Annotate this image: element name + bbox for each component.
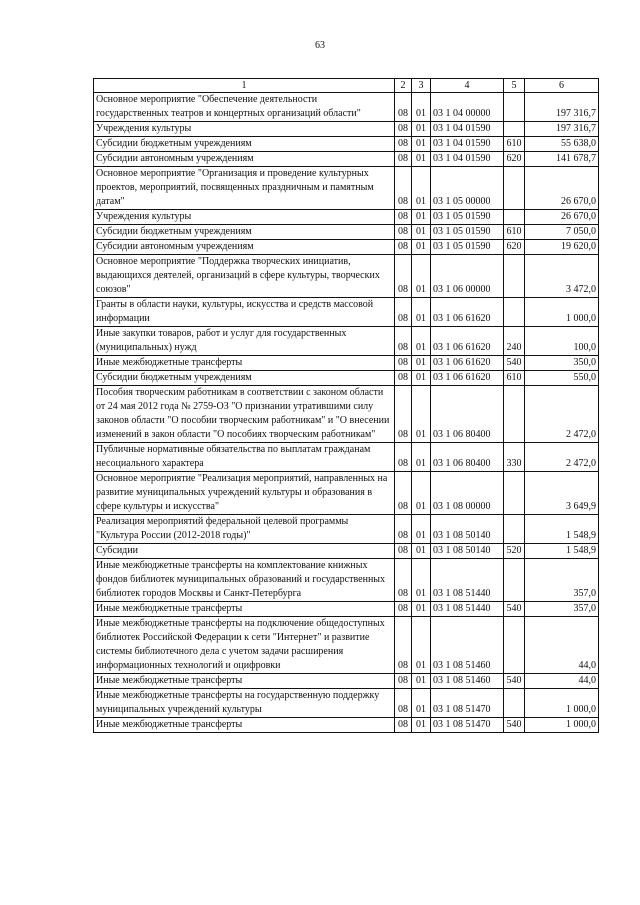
header-cell: 3 (412, 79, 431, 93)
expense-name-cell: Гранты в области науки, культуры, искусства и средств массовой информации (94, 298, 395, 327)
expense-name-cell: Субсидии (94, 544, 395, 559)
section-code-cell: 08 (395, 225, 412, 240)
subsection-code-cell: 01 (412, 167, 431, 210)
amount-cell: 1 000,0 (525, 718, 599, 733)
amount-cell: 26 670,0 (525, 210, 599, 225)
expense-type-cell (504, 559, 525, 602)
section-code-cell: 08 (395, 255, 412, 298)
table-row (94, 718, 599, 733)
subsection-code-cell: 01 (412, 93, 431, 122)
table-row (94, 255, 599, 298)
section-code-cell: 08 (395, 298, 412, 327)
header-cell: 1 (94, 79, 395, 93)
target-article-cell: 03 1 04 01590 (431, 137, 504, 152)
table-row (94, 210, 599, 225)
expense-name-cell: Субсидии бюджетным учреждениям (94, 137, 395, 152)
table-row (94, 472, 599, 515)
target-article-cell: 03 1 06 61620 (431, 327, 504, 356)
section-code-cell: 08 (395, 122, 412, 137)
subsection-code-cell: 01 (412, 689, 431, 718)
expense-type-cell (504, 210, 525, 225)
subsection-code-cell: 01 (412, 472, 431, 515)
target-article-cell: 03 1 04 01590 (431, 152, 504, 167)
subsection-code-cell: 01 (412, 137, 431, 152)
subsection-code-cell: 01 (412, 544, 431, 559)
amount-cell: 1 000,0 (525, 298, 599, 327)
expense-name-cell: Субсидии автономным учреждениям (94, 240, 395, 255)
subsection-code-cell: 01 (412, 617, 431, 674)
amount-cell: 3 472,0 (525, 255, 599, 298)
header-cell: 5 (504, 79, 525, 93)
target-article-cell: 03 1 04 01590 (431, 122, 504, 137)
subsection-code-cell: 01 (412, 240, 431, 255)
table-header-row (94, 79, 599, 93)
expense-name-cell: Иные закупки товаров, работ и услуг для государственных (муниципальных) нужд (94, 327, 395, 356)
target-article-cell: 03 1 08 50140 (431, 515, 504, 544)
target-article-cell: 03 1 06 80400 (431, 386, 504, 443)
expense-name-cell: Публичные нормативные обязательства по выплатам гражданам несоциального характера (94, 443, 395, 472)
subsection-code-cell: 01 (412, 515, 431, 544)
section-code-cell: 08 (395, 602, 412, 617)
amount-cell: 44,0 (525, 674, 599, 689)
amount-cell: 357,0 (525, 559, 599, 602)
amount-cell: 1 548,9 (525, 544, 599, 559)
subsection-code-cell: 01 (412, 152, 431, 167)
target-article-cell: 03 1 05 01590 (431, 240, 504, 255)
expense-name-cell: Иные межбюджетные трансферты на подключение общедоступных библиотек Российской Федерации к сети "Интернет" и развитие системы библиотечного дела с учетом задачи расширения информационных технологий и оцифровки (94, 617, 395, 674)
table-row (94, 386, 599, 443)
target-article-cell: 03 1 06 61620 (431, 356, 504, 371)
expense-type-cell (504, 298, 525, 327)
section-code-cell: 08 (395, 559, 412, 602)
subsection-code-cell: 01 (412, 298, 431, 327)
table-row (94, 152, 599, 167)
amount-cell: 19 620,0 (525, 240, 599, 255)
subsection-code-cell: 01 (412, 371, 431, 386)
expense-name-cell: Пособия творческим работникам в соответствии с законом области от 24 мая 2012 года № 2759-ОЗ "О признании утратившими силу законов области "О пособии творческим работникам" и "О внесении изменений в закон области "О пособиях творческим работникам" (94, 386, 395, 443)
subsection-code-cell: 01 (412, 602, 431, 617)
section-code-cell: 08 (395, 371, 412, 386)
section-code-cell: 08 (395, 674, 412, 689)
target-article-cell: 03 1 08 50140 (431, 544, 504, 559)
table-row (94, 93, 599, 122)
target-article-cell: 03 1 08 00000 (431, 472, 504, 515)
subsection-code-cell: 01 (412, 255, 431, 298)
target-article-cell: 03 1 05 01590 (431, 210, 504, 225)
table-row (94, 298, 599, 327)
target-article-cell: 03 1 06 61620 (431, 371, 504, 386)
table-row (94, 602, 599, 617)
expense-type-cell (504, 255, 525, 298)
table-row (94, 443, 599, 472)
expense-type-cell (504, 472, 525, 515)
expense-type-cell (504, 93, 525, 122)
expense-type-cell: 520 (504, 544, 525, 559)
target-article-cell: 03 1 06 00000 (431, 255, 504, 298)
section-code-cell: 08 (395, 443, 412, 472)
amount-cell: 357,0 (525, 602, 599, 617)
expense-name-cell: Иные межбюджетные трансферты на комплектование книжных фондов библиотек муниципальных образований и государственных библиотек городов Москвы и Санкт-Петербурга (94, 559, 395, 602)
amount-cell: 7 050,0 (525, 225, 599, 240)
amount-cell: 44,0 (525, 617, 599, 674)
subsection-code-cell: 01 (412, 443, 431, 472)
target-article-cell: 03 1 08 51470 (431, 718, 504, 733)
target-article-cell: 03 1 08 51460 (431, 674, 504, 689)
section-code-cell: 08 (395, 327, 412, 356)
amount-cell: 3 649,9 (525, 472, 599, 515)
expense-name-cell: Субсидии автономным учреждениям (94, 152, 395, 167)
table-row (94, 371, 599, 386)
section-code-cell: 08 (395, 356, 412, 371)
expense-name-cell: Иные межбюджетные трансферты на государственную поддержку муниципальных учреждений культуры (94, 689, 395, 718)
target-article-cell: 03 1 08 51470 (431, 689, 504, 718)
expense-type-cell: 540 (504, 674, 525, 689)
table-row (94, 674, 599, 689)
subsection-code-cell: 01 (412, 718, 431, 733)
section-code-cell: 08 (395, 515, 412, 544)
section-code-cell: 08 (395, 544, 412, 559)
amount-cell: 2 472,0 (525, 386, 599, 443)
table-row (94, 240, 599, 255)
section-code-cell: 08 (395, 240, 412, 255)
expense-name-cell: Иные межбюджетные трансферты (94, 718, 395, 733)
page-number: 63 (315, 40, 325, 51)
table-body (94, 93, 599, 733)
expense-type-cell (504, 386, 525, 443)
amount-cell: 550,0 (525, 371, 599, 386)
expense-type-cell: 540 (504, 718, 525, 733)
table-row (94, 225, 599, 240)
amount-cell: 100,0 (525, 327, 599, 356)
table-row (94, 137, 599, 152)
expense-name-cell: Иные межбюджетные трансферты (94, 356, 395, 371)
section-code-cell: 08 (395, 617, 412, 674)
subsection-code-cell: 01 (412, 327, 431, 356)
expense-type-cell (504, 689, 525, 718)
subsection-code-cell: 01 (412, 122, 431, 137)
expense-name-cell: Основное мероприятие "Организация и проведение культурных проектов, мероприятий, посвященных праздничным и памятным датам" (94, 167, 395, 210)
section-code-cell: 08 (395, 137, 412, 152)
target-article-cell: 03 1 05 01590 (431, 225, 504, 240)
expense-name-cell: Иные межбюджетные трансферты (94, 602, 395, 617)
expense-name-cell: Основное мероприятие "Поддержка творческих инициатив, выдающихся деятелей, организаций в сфере культуры, творческих союзов" (94, 255, 395, 298)
amount-cell: 197 316,7 (525, 122, 599, 137)
table-row (94, 356, 599, 371)
section-code-cell: 08 (395, 718, 412, 733)
target-article-cell: 03 1 08 51440 (431, 559, 504, 602)
expense-type-cell (504, 167, 525, 210)
header-cell: 2 (395, 79, 412, 93)
header-cell: 4 (431, 79, 504, 93)
subsection-code-cell: 01 (412, 210, 431, 225)
expense-name-cell: Основное мероприятие "Обеспечение деятельности государственных театров и концертных организаций области" (94, 93, 395, 122)
amount-cell: 1 000,0 (525, 689, 599, 718)
table-row (94, 617, 599, 674)
section-code-cell: 08 (395, 167, 412, 210)
table-row (94, 327, 599, 356)
expense-name-cell: Основное мероприятие "Реализация мероприятий, направленных на развитие муниципальных учреждений культуры и образования в сфере культуры и искусства" (94, 472, 395, 515)
expense-name-cell: Субсидии бюджетным учреждениям (94, 371, 395, 386)
amount-cell: 55 638,0 (525, 137, 599, 152)
expense-name-cell: Реализация мероприятий федеральной целевой программы "Культура России (2012-2018 годы)" (94, 515, 395, 544)
section-code-cell: 08 (395, 689, 412, 718)
section-code-cell: 08 (395, 152, 412, 167)
target-article-cell: 03 1 06 80400 (431, 443, 504, 472)
expense-type-cell: 620 (504, 240, 525, 255)
table-row (94, 689, 599, 718)
target-article-cell: 03 1 08 51440 (431, 602, 504, 617)
expense-type-cell: 540 (504, 602, 525, 617)
expense-type-cell: 240 (504, 327, 525, 356)
subsection-code-cell: 01 (412, 674, 431, 689)
expense-type-cell (504, 515, 525, 544)
expense-type-cell: 610 (504, 225, 525, 240)
target-article-cell: 03 1 06 61620 (431, 298, 504, 327)
amount-cell: 197 316,7 (525, 93, 599, 122)
expense-type-cell: 620 (504, 152, 525, 167)
expense-name-cell: Иные межбюджетные трансферты (94, 674, 395, 689)
expense-name-cell: Учреждения культуры (94, 122, 395, 137)
expense-type-cell: 610 (504, 137, 525, 152)
expense-name-cell: Учреждения культуры (94, 210, 395, 225)
target-article-cell: 03 1 05 00000 (431, 167, 504, 210)
target-article-cell: 03 1 04 00000 (431, 93, 504, 122)
table-row (94, 167, 599, 210)
amount-cell: 141 678,7 (525, 152, 599, 167)
table-row (94, 515, 599, 544)
amount-cell: 2 472,0 (525, 443, 599, 472)
table-row (94, 559, 599, 602)
section-code-cell: 08 (395, 93, 412, 122)
budget-table (93, 78, 599, 733)
expense-type-cell (504, 617, 525, 674)
table-row (94, 122, 599, 137)
expense-type-cell: 330 (504, 443, 525, 472)
expense-type-cell: 540 (504, 356, 525, 371)
subsection-code-cell: 01 (412, 356, 431, 371)
amount-cell: 350,0 (525, 356, 599, 371)
target-article-cell: 03 1 08 51460 (431, 617, 504, 674)
expense-name-cell: Субсидии бюджетным учреждениям (94, 225, 395, 240)
amount-cell: 26 670,0 (525, 167, 599, 210)
section-code-cell: 08 (395, 386, 412, 443)
subsection-code-cell: 01 (412, 386, 431, 443)
subsection-code-cell: 01 (412, 559, 431, 602)
subsection-code-cell: 01 (412, 225, 431, 240)
expense-type-cell (504, 122, 525, 137)
expense-type-cell: 610 (504, 371, 525, 386)
table-row (94, 544, 599, 559)
amount-cell: 1 548,9 (525, 515, 599, 544)
header-cell: 6 (525, 79, 599, 93)
section-code-cell: 08 (395, 210, 412, 225)
section-code-cell: 08 (395, 472, 412, 515)
